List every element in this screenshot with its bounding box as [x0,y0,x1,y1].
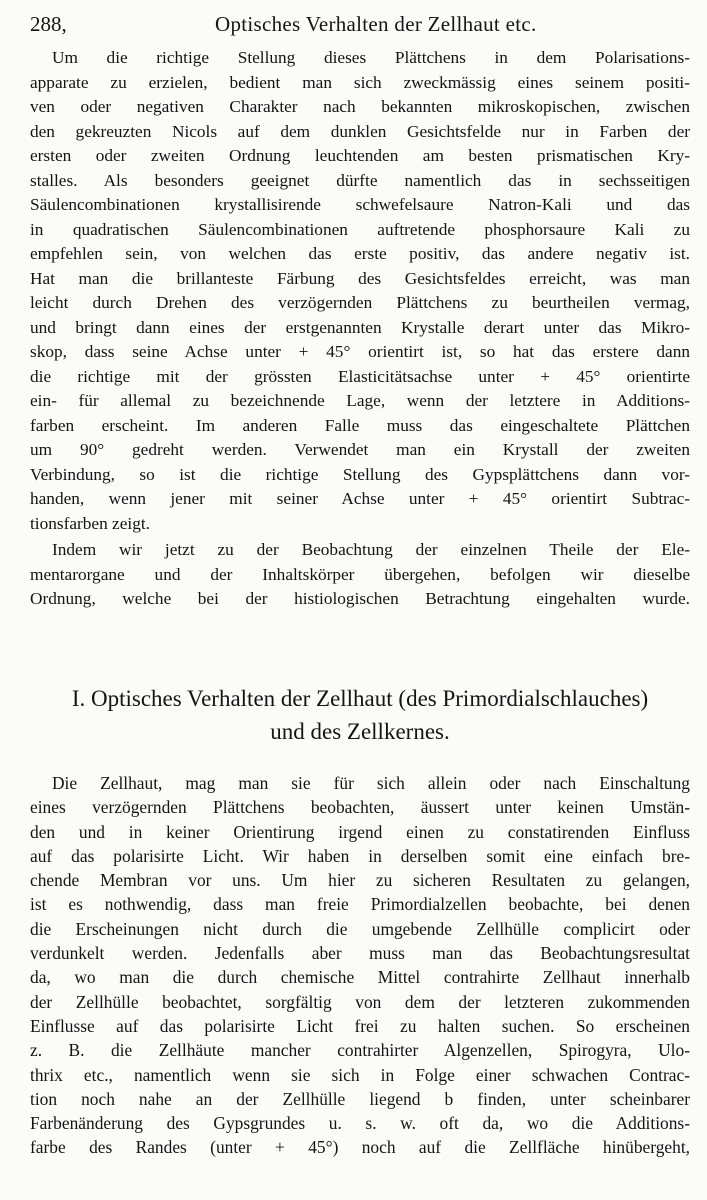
text-line: der Zellhülle beobachtet, sorgfältig von dem der letzteren zukommenden [30,991,690,1012]
text-line: ven oder negativen Charakter nach bekannten mikroskopischen, zwischen [30,97,690,116]
text-line: empfehlen sein, von welchen das erste positiv, das andere negativ ist. [30,244,690,263]
text-line: thrix etc., namentlich wenn sie sich in Folge einer schwachen Contrac- [30,1064,690,1085]
text-line: chende Membran vor uns. Um hier zu sicheren Resultaten zu gelangen, [30,870,690,891]
text-line: Einflusse auf das polarisirte Licht frei zu halten suchen. So erscheinen [30,1015,690,1036]
text-line: Säulencombinationen krystallisirende schwefelsaure Natron-Kali und das [30,195,690,214]
text-line: handen, wenn jener mit seiner Achse unter + 45° orientirt Subtrac- [30,489,690,508]
text-line: die richtige mit der grössten Elasticitätsachse unter + 45° orientirte [30,366,690,386]
text-line: farben erscheint. Im anderen Falle muss das eingeschaltete Plättchen [30,415,690,435]
text-line: Farbenänderung des Gypsgrundes u. s. w. oft da, wo die Additions- [30,1113,690,1134]
text-line: Ordnung, welche bei der histiologischen Betrachtung eingehalten wurde. [30,589,690,608]
text-line: apparate zu erzielen, bedient man sich zweckmässig eines seinem positi- [30,72,690,92]
text-line: ist es nothwendig, dass man freie Primordialzellen beobachte, bei denen [30,894,690,915]
text-line: Indem wir jetzt zu der Beobachtung der einzelnen Theile der Ele- [52,540,690,559]
text-line: skop, dass seine Achse unter + 45° orientirt ist, so hat das erstere dann [30,342,690,361]
paragraph-polarisation-setup [30,46,690,612]
text-line: stalles. Als besonders geeignet dürfte namentlich das in sechsseitigen [30,170,690,190]
page-header [30,10,690,38]
section-heading-line-2: und des Zellkernes. [270,719,450,744]
text-line: Hat man die brillanteste Färbung des Gesichtsfeldes erreicht, was man [30,268,690,288]
text-line: tion noch nahe an der Zellhülle liegend b finden, unter scheinbarer [30,1088,690,1109]
text-line: den gekreuzten Nicols auf dem dunklen Gesichtsfelde nur in Farben der [30,121,690,141]
text-line: mentarorgane und der Inhaltskörper übergehen, befolgen wir dieselbe [30,564,690,584]
text-line: tionsfarben zeigt. [30,513,150,533]
text-line: Um die richtige Stellung dieses Plättchens in dem Polarisations- [52,48,690,67]
text-line: den und in keiner Orientirung irgend einen zu constatirenden Einfluss [30,821,690,842]
text-line: ein- für allemal zu bezeichnende Lage, wenn der letztere in Additions- [30,391,690,410]
text-line: leicht durch Drehen des verzögernden Plättchens zu beurtheilen vermag, [30,293,690,312]
text-line: farbe des Randes (unter + 45°) noch auf die Zellfläche hinübergeht, [30,1137,690,1158]
page-number: 288, [30,12,67,36]
paragraph-cell-membrane [30,771,690,1160]
text-line: und bringt dann eines der erstgenannten Krystalle derart unter das Mikro- [30,317,690,337]
text-line: die Erscheinungen nicht durch die umgebende Zellhülle complicirt oder [30,918,690,939]
running-title: Optisches Verhalten der Zellhaut etc. [215,12,537,36]
text-line: auf das polarisirte Licht. Wir haben in derselben somit eine einfach bre- [30,845,690,866]
text-line: Die Zellhaut, mag man sie für sich allein oder nach Einschaltung [52,773,690,793]
text-line: z. B. die Zellhäute mancher contrahirter Algenzellen, Spirogyra, Ulo- [30,1040,690,1061]
text-line: Verbindung, so ist die richtige Stellung des Gypsplättchens dann vor- [30,464,690,484]
text-line: da, wo man die durch chemische Mittel contrahirte Zellhaut innerhalb [30,967,690,988]
text-line: eines verzögernden Plättchens beobachten, äussert unter keinen Umstän- [30,797,690,818]
text-line: ersten oder zweiten Ordnung leuchtenden am besten prismatischen Kry- [30,146,690,165]
text-line: in quadratischen Säulencombinationen auftretende phosphorsaure Kali zu [30,219,690,239]
text-line: verdunkelt werden. Jedenfalls aber muss man das Beobachtungsresultat [30,943,690,964]
section-heading-line-1: I. Optisches Verhalten der Zellhaut (des Primordialschlauches) [71,686,649,711]
text-line: um 90° gedreht werden. Verwendet man ein Krystall der zweiten [30,440,690,459]
